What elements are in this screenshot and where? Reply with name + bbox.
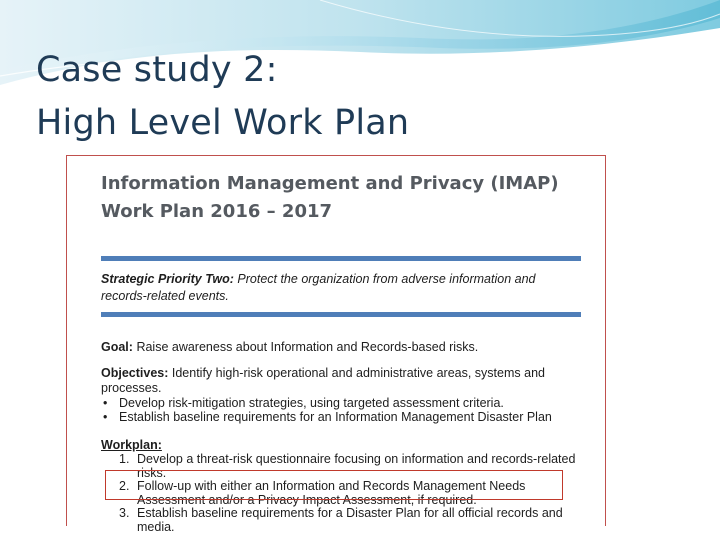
strategic-priority-text: Protect the organization from adverse information and records-related events. (101, 272, 536, 303)
goal-statement (101, 339, 581, 356)
bullet-icon: • (103, 410, 108, 424)
bullet-text: Establish baseline requirements for an Information Management Disaster Plan (119, 410, 552, 424)
bullet-icon: • (103, 396, 108, 410)
document-title-line-2: Work Plan 2016 – 2017 (101, 201, 333, 222)
objectives-statement (101, 366, 581, 396)
list-item (101, 507, 581, 534)
workplan-heading: Workplan: (101, 438, 162, 452)
objectives-bullet-list (101, 396, 581, 424)
objectives-text: Identify high-risk operational and administrative areas, systems and processes. (101, 366, 545, 395)
list-item (101, 410, 581, 424)
slide-title (36, 44, 409, 150)
step-number: 1. (119, 452, 130, 466)
goal-text: Raise awareness about Information and Records-based risks. (136, 340, 479, 354)
divider-rule-bottom (101, 312, 581, 317)
step-text: Follow-up with either an Information and Records Management Needs Assessment and/or a Privacy Impact Assessment, if required. (137, 479, 526, 507)
step-number: 3. (119, 506, 130, 520)
slide-title-line-1: Case study 2: (36, 50, 278, 90)
slide-title-line-2: High Level Work Plan (36, 103, 410, 143)
step-text: Establish baseline requirements for a Disaster Plan for all official records and media. (137, 506, 563, 534)
document-title-line-1: Information Management and Privacy (IMAP) (101, 173, 559, 194)
bullet-text: Develop risk-mitigation strategies, using targeted assessment criteria. (119, 396, 504, 410)
step-text: Develop a threat-risk questionnaire focusing on information and records-related risks. (137, 452, 576, 480)
document-excerpt (101, 170, 581, 534)
document-excerpt-frame (66, 155, 606, 534)
step-number: 2. (119, 479, 130, 493)
highlight-box-step-2 (105, 470, 563, 500)
objectives-label: Objectives: (101, 366, 169, 380)
list-item (101, 396, 581, 410)
document-title (101, 170, 581, 226)
strategic-priority (101, 261, 581, 312)
goal-label: Goal: (101, 340, 133, 354)
strategic-priority-label: Strategic Priority Two: (101, 272, 234, 286)
